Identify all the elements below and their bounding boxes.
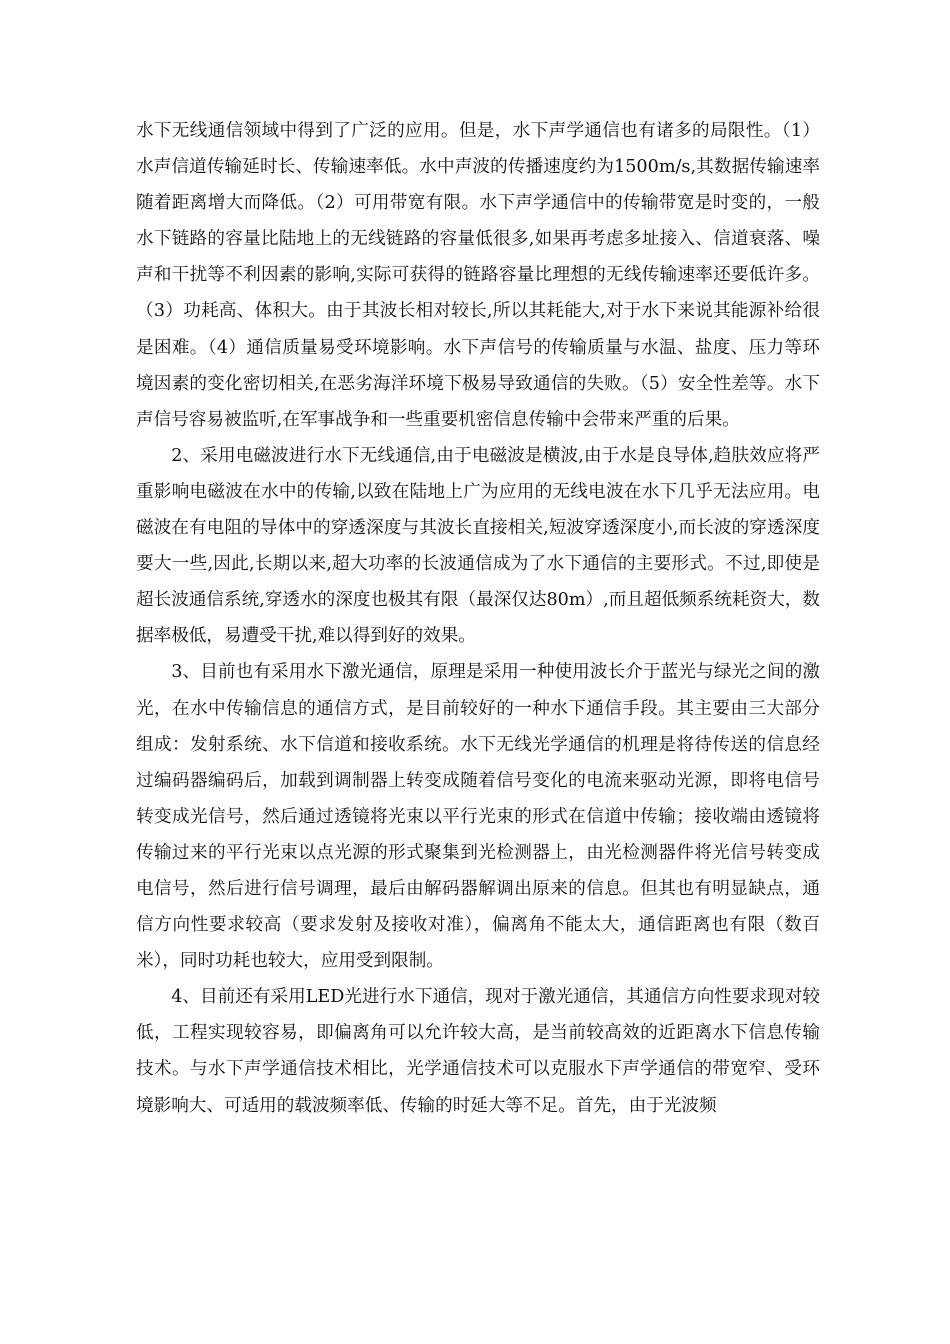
paragraph-laser-communication: 3、目前也有采用水下激光通信，原理是采用一种使用波长介于蓝光与绿光之间的激光，在水中传输信息的通信方式，是目前较好的一种水下通信手段。其主要由三大部分组成：发射系统、水下信道和接收系统。水下无线光学通信的机理是将待传送的信息经过编码器编码后，加载到调制器上转变成随着信号变化的电流来驱动光源，即将电信号转变成光信号，然后通过透镜将光束以平行光束的形式在信道中传输；接收端由透镜将传输过来的平行光束以点光源的形式聚集到光检测器上，由光检测器件将光信号转变成电信号，然后进行信号调理，最后由解码器解调出原来的信息。但其也有明显缺点，通信方向性要求较高（要求发射及接收对准），偏离角不能太大，通信距离也有限（数百米），同时功耗也较大，应用受到限制。 [136, 662, 820, 972]
paragraph-electromagnetic-communication: 2、采用电磁波进行水下无线通信,由于电磁波是横波,由于水是良导体,趋肤效应将严重影响电磁波在水中的传输,以致在陆地上广为应用的无线电波在水下几乎无法应用。电磁波在有电阻的导体中的穿透深度与其波长直接相关,短波穿透深度小,而长波的穿透深度要大一些,因此,长期以来,超大功率的长波通信成为了水下通信的主要形式。不过,即使是超长波通信系统,穿透水的深度也极其有限（最深仅达80m）,而且超低频系统耗资大，数据率极低，易遭受干扰,难以得到好的效果。 [136, 445, 820, 647]
paragraph-led-communication: 4、目前还有采用LED光进行水下通信，现对于激光通信，其通信方向性要求现对较低，工程实现较容易，即偏离角可以允许较大高，是当前较高效的近距离水下信息传输技术。与水下声学通信技术相比，光学通信技术可以克服水下声学通信的带宽窄、受环境影响大、可适用的载波频率低、传输的时延大等不足。首先，由于光波频 [136, 987, 820, 1116]
document-body [136, 113, 820, 1124]
paragraph-acoustic-limitations: 水下无线通信领域中得到了广泛的应用。但是，水下声学通信也有诸多的局限性。（1）水声信道传输延时长、传输速率低。水中声波的传播速度约为1500m/s,其数据传输速率随着距离增大而降低。（2）可用带宽有限。水下声学通信中的传输带宽是时变的，一般水下链路的容量比陆地上的无线链路的容量低很多,如果再考虑多址接入、信道衰落、噪声和干扰等不利因素的影响,实际可获得的链路容量比理想的无线传输速率还要低许多。（3）功耗高、体积大。由于其波长相对较长,所以其耗能大,对于水下来说其能源补给很是困难。（4）通信质量易受环境影响。水下声信号的传输质量与水温、盐度、压力等环境因素的变化密切相关,在恶劣海洋环境下极易导致通信的失败。（5）安全性差等。水下声信号容易被监听,在军事战争和一些重要机密信息传输中会带来严重的后果。 [136, 121, 820, 430]
